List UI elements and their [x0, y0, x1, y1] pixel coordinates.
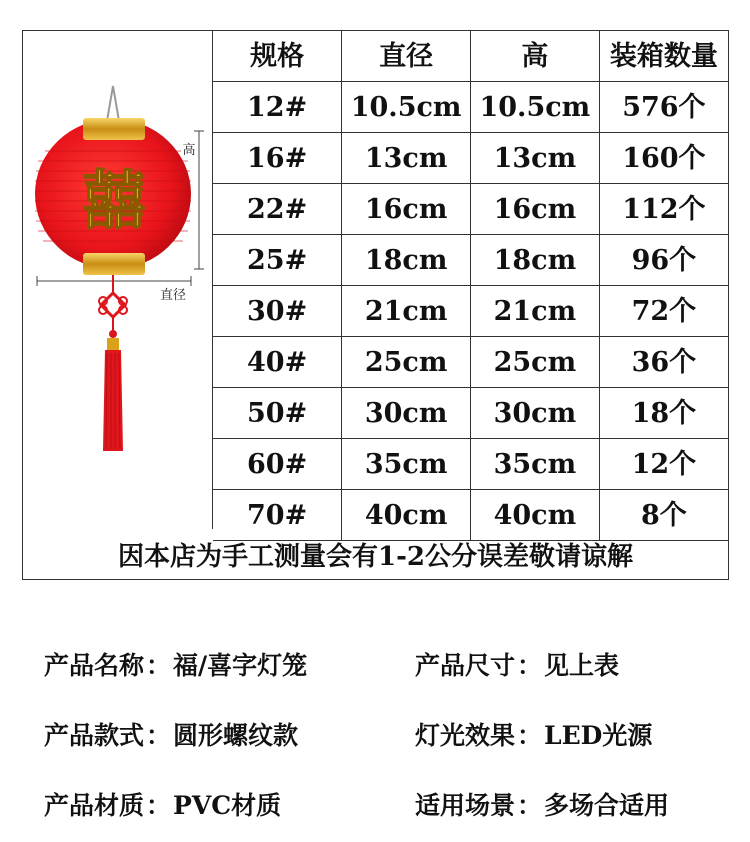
table-row [213, 337, 728, 388]
info-value: 见上表 [544, 651, 620, 680]
cell-packing-qty: 72个 [599, 286, 728, 337]
header-spec: 规格 [213, 31, 342, 82]
measurement-notice: 因本店为手工测量会有1-2公分误差敬请谅解 [118, 541, 633, 572]
lantern-bottom-cap [83, 253, 145, 275]
cell-height: 21cm [471, 286, 600, 337]
info-label: 产品材质 [44, 791, 145, 820]
lantern-illustration-cell [23, 31, 213, 529]
header-packing-qty: 装箱数量 [599, 31, 728, 82]
cell-height: 10.5cm [471, 82, 600, 133]
table-row [213, 184, 728, 235]
cell-packing-qty: 8个 [599, 490, 728, 541]
hanging-wire [107, 86, 119, 121]
cell-packing-qty: 576个 [599, 82, 728, 133]
cell-height: 25cm [471, 337, 600, 388]
table-row [213, 133, 728, 184]
lantern-top-cap [83, 118, 145, 140]
cell-diameter: 25cm [342, 337, 471, 388]
info-label: 产品款式 [44, 721, 145, 750]
cell-diameter: 40cm [342, 490, 471, 541]
table-row [213, 82, 728, 133]
info-value: PVC材质 [173, 791, 282, 820]
table-row [213, 235, 728, 286]
info-label: 产品名称 [44, 651, 145, 680]
cell-diameter: 21cm [342, 286, 471, 337]
cell-packing-qty: 160个 [599, 133, 728, 184]
info-value: LED光源 [544, 721, 653, 750]
cell-height: 13cm [471, 133, 600, 184]
info-product-size: 产品尺寸：见上表 [415, 651, 620, 680]
tassel-icon [103, 338, 123, 451]
header-diameter: 直径 [342, 31, 471, 82]
cell-diameter: 13cm [342, 133, 471, 184]
cell-diameter: 16cm [342, 184, 471, 235]
info-value: 多场合适用 [544, 791, 670, 820]
info-label: 灯光效果 [415, 721, 516, 750]
diameter-label: 直径 [159, 288, 187, 303]
table-row [213, 439, 728, 490]
cell-packing-qty: 112个 [599, 184, 728, 235]
cell-spec: 22# [213, 184, 342, 235]
info-label: 产品尺寸 [415, 651, 516, 680]
spec-table [213, 31, 728, 541]
cell-height: 40cm [471, 490, 600, 541]
info-product-name: 产品名称：福/喜字灯笼 [44, 651, 308, 680]
info-light-effect: 灯光效果：LED光源 [415, 721, 653, 750]
table-row [213, 286, 728, 337]
chinese-knot-icon [99, 293, 127, 338]
table-row [213, 388, 728, 439]
spec-frame [22, 30, 729, 580]
info-value: 福/喜字灯笼 [173, 651, 308, 680]
cell-spec: 70# [213, 490, 342, 541]
cell-packing-qty: 12个 [599, 439, 728, 490]
cell-height: 35cm [471, 439, 600, 490]
cell-height: 30cm [471, 388, 600, 439]
cell-packing-qty: 18个 [599, 388, 728, 439]
cell-spec: 30# [213, 286, 342, 337]
cell-spec: 40# [213, 337, 342, 388]
cell-spec: 60# [213, 439, 342, 490]
cell-spec: 50# [213, 388, 342, 439]
info-product-style: 产品款式：圆形螺纹款 [44, 721, 299, 750]
info-label: 适用场景 [415, 791, 516, 820]
lantern-character: 囍 [82, 164, 146, 239]
header-height: 高 [471, 31, 600, 82]
cell-packing-qty: 96个 [599, 235, 728, 286]
cell-spec: 12# [213, 82, 342, 133]
height-label: 高 [182, 143, 196, 158]
info-usage-scenario: 适用场景：多场合适用 [415, 791, 670, 820]
lantern-illustration [23, 31, 213, 529]
info-value: 圆形螺纹款 [173, 721, 299, 750]
cell-height: 16cm [471, 184, 600, 235]
cell-spec: 16# [213, 133, 342, 184]
cell-diameter: 10.5cm [342, 82, 471, 133]
cell-spec: 25# [213, 235, 342, 286]
cell-diameter: 18cm [342, 235, 471, 286]
cell-packing-qty: 36个 [599, 337, 728, 388]
cell-diameter: 35cm [342, 439, 471, 490]
cell-height: 18cm [471, 235, 600, 286]
info-product-material: 产品材质：PVC材质 [44, 791, 282, 820]
table-header-row [213, 31, 728, 82]
cell-diameter: 30cm [342, 388, 471, 439]
